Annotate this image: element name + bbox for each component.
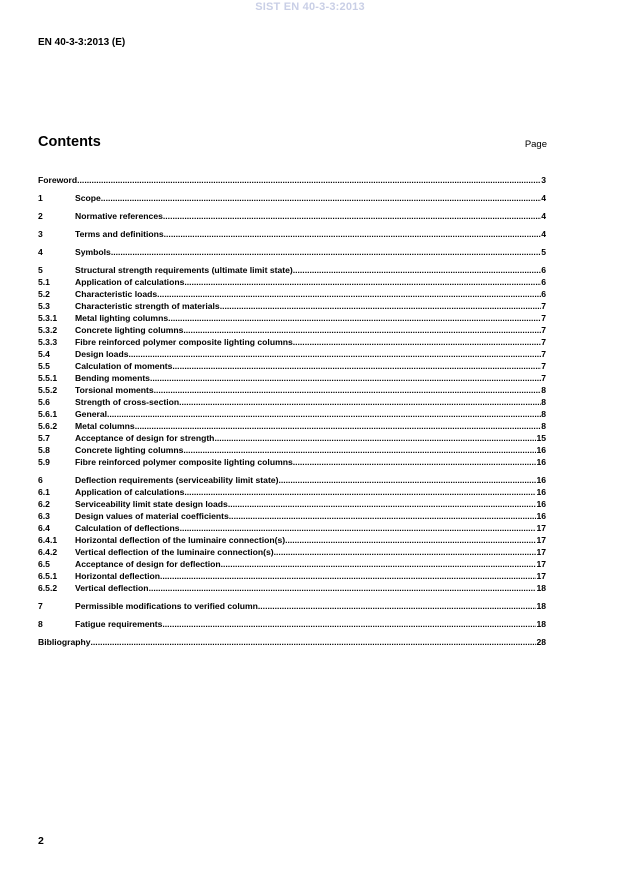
toc-entry-title: Serviceability limit state design loads xyxy=(75,499,228,509)
toc-entry[interactable] xyxy=(38,348,546,360)
toc-entry-title: Normative references xyxy=(75,211,163,221)
toc-leader-dots xyxy=(77,174,541,186)
toc-entry-page: 28 xyxy=(536,637,546,647)
toc-entry[interactable] xyxy=(38,582,546,594)
toc-entry-title: Application of calculations xyxy=(75,277,185,287)
toc-leader-dots xyxy=(135,420,542,432)
toc-entry-page: 7 xyxy=(541,373,546,383)
toc-entry-number: 5.7 xyxy=(38,433,50,443)
toc-entry-page: 17 xyxy=(536,571,546,581)
toc-entry-number: 5.3.1 xyxy=(38,313,58,323)
toc-entry-title: Bibliography xyxy=(38,637,91,647)
toc-entry-title: Vertical deflection of the luminaire connection(s) xyxy=(75,547,274,557)
toc-leader-dots xyxy=(160,570,536,582)
toc-leader-dots xyxy=(183,444,536,456)
toc-entry-page: 17 xyxy=(536,547,546,557)
toc-entry-number: 3 xyxy=(38,229,43,239)
toc-entry[interactable] xyxy=(38,174,546,186)
toc-entry-title: Scope xyxy=(75,193,101,203)
toc-entry-number: 6.5.2 xyxy=(38,583,58,593)
toc-leader-dots xyxy=(229,510,537,522)
toc-entry-title: Application of calculations xyxy=(75,487,185,497)
toc-entry-title: Design values of material coefficients xyxy=(75,511,229,521)
toc-entry-title: Foreword xyxy=(38,175,78,185)
toc-entry-title: Strength of cross-section xyxy=(75,397,180,407)
toc-entry-page: 7 xyxy=(541,349,546,359)
toc-leader-dots xyxy=(157,288,541,300)
toc-entry-number: 5.5.1 xyxy=(38,373,58,383)
toc-entry-title: Design loads xyxy=(75,349,129,359)
toc-entry-page: 7 xyxy=(541,325,546,335)
toc-entry[interactable] xyxy=(38,600,546,612)
toc-leader-dots xyxy=(180,522,537,534)
toc-entry-number: 5.8 xyxy=(38,445,50,455)
toc-entry-title: Calculation of deflections xyxy=(75,523,180,533)
toc-leader-dots xyxy=(91,636,537,648)
toc-entry[interactable] xyxy=(38,522,546,534)
toc-entry-number: 6.5.1 xyxy=(38,571,58,581)
toc-entry-title: Fatigue requirements xyxy=(75,619,163,629)
toc-entry-title: Metal lighting columns xyxy=(75,313,169,323)
toc-entry-title: Concrete lighting columns xyxy=(75,325,184,335)
toc-entry-number: 6.4 xyxy=(38,523,50,533)
toc-entry-title: Vertical deflection xyxy=(75,583,149,593)
toc-entry-number: 5.3.2 xyxy=(38,325,58,335)
toc-leader-dots xyxy=(278,474,536,486)
toc-entry-page: 17 xyxy=(536,523,546,533)
toc-entry[interactable] xyxy=(38,264,546,276)
toc-entry-page: 4 xyxy=(541,193,546,203)
toc-entry-page: 7 xyxy=(541,301,546,311)
toc-entry-number: 5.9 xyxy=(38,457,50,467)
toc-entry-number: 1 xyxy=(38,193,43,203)
page-number: 2 xyxy=(38,835,44,847)
toc-entry-page: 18 xyxy=(536,619,546,629)
toc-entry-page: 16 xyxy=(536,511,546,521)
toc-entry-number: 6.2 xyxy=(38,499,50,509)
toc-entry-page: 8 xyxy=(541,397,546,407)
toc-leader-dots xyxy=(183,324,541,336)
toc-entry-page: 17 xyxy=(536,535,546,545)
toc-entry-page: 3 xyxy=(541,175,546,185)
toc-entry-number: 5.5 xyxy=(38,361,50,371)
toc-leader-dots xyxy=(228,498,537,510)
toc-entry-number: 5.3 xyxy=(38,301,50,311)
toc-entry-number: 5.2 xyxy=(38,289,50,299)
toc-entry-title: Fibre reinforced polymer composite lighting columns xyxy=(75,337,293,347)
toc-leader-dots xyxy=(162,618,536,630)
toc-leader-dots xyxy=(179,396,541,408)
toc-entry-title: Characteristic loads xyxy=(75,289,158,299)
toc-entry-page: 8 xyxy=(541,421,546,431)
toc-leader-dots xyxy=(184,486,536,498)
toc-leader-dots xyxy=(184,276,541,288)
toc-entry[interactable] xyxy=(38,276,546,288)
toc-entry[interactable] xyxy=(38,498,546,510)
toc-entry-title: Bending moments xyxy=(75,373,150,383)
toc-leader-dots xyxy=(111,246,541,258)
toc-entry-title: Acceptance of design for strength xyxy=(75,433,215,443)
toc-leader-dots xyxy=(258,600,537,612)
toc-entry[interactable] xyxy=(38,432,546,444)
toc-leader-dots xyxy=(150,372,541,384)
toc-entry-title: Horizontal deflection of the luminaire connection(s) xyxy=(75,535,286,545)
toc-entry[interactable] xyxy=(38,324,546,336)
toc-entry-title: Metal columns xyxy=(75,421,135,431)
toc-entry-title: General xyxy=(75,409,108,419)
toc-entry[interactable] xyxy=(38,396,546,408)
toc-leader-dots xyxy=(172,360,541,372)
toc-entry-number: 4 xyxy=(38,247,43,257)
toc-entry-page: 16 xyxy=(536,457,546,467)
toc-entry-number: 6.4.1 xyxy=(38,535,58,545)
toc-entry[interactable] xyxy=(38,246,546,258)
toc-entry-page: 16 xyxy=(536,487,546,497)
toc-entry[interactable] xyxy=(38,444,546,456)
toc-entry-number: 5.3.3 xyxy=(38,337,58,347)
toc-entry-page: 7 xyxy=(541,313,546,323)
toc-leader-dots xyxy=(285,534,536,546)
toc-entry-number: 5.6.1 xyxy=(38,409,58,419)
toc-entry[interactable] xyxy=(38,474,546,486)
toc-entry-number: 6.1 xyxy=(38,487,50,497)
toc-leader-dots xyxy=(214,432,536,444)
toc-entry-number: 5.4 xyxy=(38,349,50,359)
toc-entry[interactable] xyxy=(38,510,546,522)
toc-leader-dots xyxy=(154,384,542,396)
toc-entry[interactable] xyxy=(38,558,546,570)
toc-entry-page: 6 xyxy=(541,277,546,287)
toc-entry-page: 6 xyxy=(541,265,546,275)
toc-entry-page: 7 xyxy=(541,361,546,371)
toc-leader-dots xyxy=(128,348,541,360)
toc-entry[interactable] xyxy=(38,546,546,558)
toc-entry[interactable] xyxy=(38,384,546,396)
toc-entry-page: 7 xyxy=(541,337,546,347)
toc-entry-number: 7 xyxy=(38,601,43,611)
toc-entry-number: 5.1 xyxy=(38,277,50,287)
toc-entry-number: 5 xyxy=(38,265,43,275)
toc-entry-page: 17 xyxy=(536,559,546,569)
toc-entry[interactable] xyxy=(38,210,546,222)
toc-entry-page: 6 xyxy=(541,289,546,299)
toc-entry-title: Terms and definitions xyxy=(75,229,164,239)
toc-entry[interactable] xyxy=(38,372,546,384)
toc-entry-page: 5 xyxy=(541,247,546,257)
toc-entry-page: 16 xyxy=(536,445,546,455)
toc-entry-page: 8 xyxy=(541,385,546,395)
toc-entry-number: 8 xyxy=(38,619,43,629)
toc-entry[interactable] xyxy=(38,408,546,420)
toc-entry-title: Structural strength requirements (ultimate limit state) xyxy=(75,265,293,275)
toc-entry[interactable] xyxy=(38,636,546,648)
toc-entry-title: Acceptance of design for deflection xyxy=(75,559,221,569)
toc-leader-dots xyxy=(293,336,541,348)
toc-entry[interactable] xyxy=(38,228,546,240)
toc-entry-number: 5.6 xyxy=(38,397,50,407)
toc-entry-number: 6.4.2 xyxy=(38,547,58,557)
toc-entry-title: Deflection requirements (serviceability limit state) xyxy=(75,475,279,485)
toc-entry[interactable] xyxy=(38,534,546,546)
toc-leader-dots xyxy=(293,456,537,468)
toc-entry-page: 4 xyxy=(541,229,546,239)
toc-entry[interactable] xyxy=(38,486,546,498)
toc-entry-number: 2 xyxy=(38,211,43,221)
toc-entry-title: Permissible modifications to verified column xyxy=(75,601,258,611)
toc-entry-page: 18 xyxy=(536,583,546,593)
toc-entry[interactable] xyxy=(38,570,546,582)
toc-entry[interactable] xyxy=(38,360,546,372)
page-column-label: Page xyxy=(524,139,547,150)
toc-entry-title: Fibre reinforced polymer composite lighting columns xyxy=(75,457,293,467)
toc-leader-dots xyxy=(168,312,541,324)
toc-leader-dots xyxy=(220,300,542,312)
toc-leader-dots xyxy=(107,408,541,420)
toc-entry[interactable] xyxy=(38,420,546,432)
toc-entry[interactable] xyxy=(38,300,546,312)
watermark: SIST EN 40-3-3:2013 xyxy=(255,1,365,13)
toc-entry-title: Characteristic strength of materials xyxy=(75,301,220,311)
toc-entry-page: 16 xyxy=(536,499,546,509)
toc-entry-number: 6 xyxy=(38,475,43,485)
toc-entry-number: 6.3 xyxy=(38,511,50,521)
toc-entry-title: Torsional moments xyxy=(75,385,154,395)
toc-leader-dots xyxy=(293,264,541,276)
toc-entry-title: Concrete lighting columns xyxy=(75,445,184,455)
table-of-contents xyxy=(38,174,546,648)
toc-leader-dots xyxy=(221,558,537,570)
toc-leader-dots xyxy=(164,228,542,240)
toc-leader-dots xyxy=(163,210,541,222)
toc-entry-title: Symbols xyxy=(75,247,111,257)
toc-entry-number: 6.5 xyxy=(38,559,50,569)
toc-leader-dots xyxy=(101,192,541,204)
toc-entry-page: 8 xyxy=(541,409,546,419)
toc-entry[interactable] xyxy=(38,618,546,630)
toc-entry-title: Calculation of moments xyxy=(75,361,173,371)
toc-entry-page: 4 xyxy=(541,211,546,221)
toc-leader-dots xyxy=(149,582,537,594)
toc-entry[interactable] xyxy=(38,336,546,348)
document-id: EN 40-3-3:2013 (E) xyxy=(38,37,126,48)
toc-entry-page: 18 xyxy=(536,601,546,611)
toc-entry-page: 16 xyxy=(536,475,546,485)
toc-entry[interactable] xyxy=(38,456,546,468)
toc-entry[interactable] xyxy=(38,312,546,324)
toc-leader-dots xyxy=(274,546,537,558)
toc-entry[interactable] xyxy=(38,192,546,204)
toc-entry-page: 15 xyxy=(536,433,546,443)
toc-entry-number: 5.5.2 xyxy=(38,385,58,395)
toc-entry-number: 5.6.2 xyxy=(38,421,58,431)
contents-title: Contents xyxy=(38,134,101,150)
toc-entry-title: Horizontal deflection xyxy=(75,571,160,581)
toc-entry[interactable] xyxy=(38,288,546,300)
